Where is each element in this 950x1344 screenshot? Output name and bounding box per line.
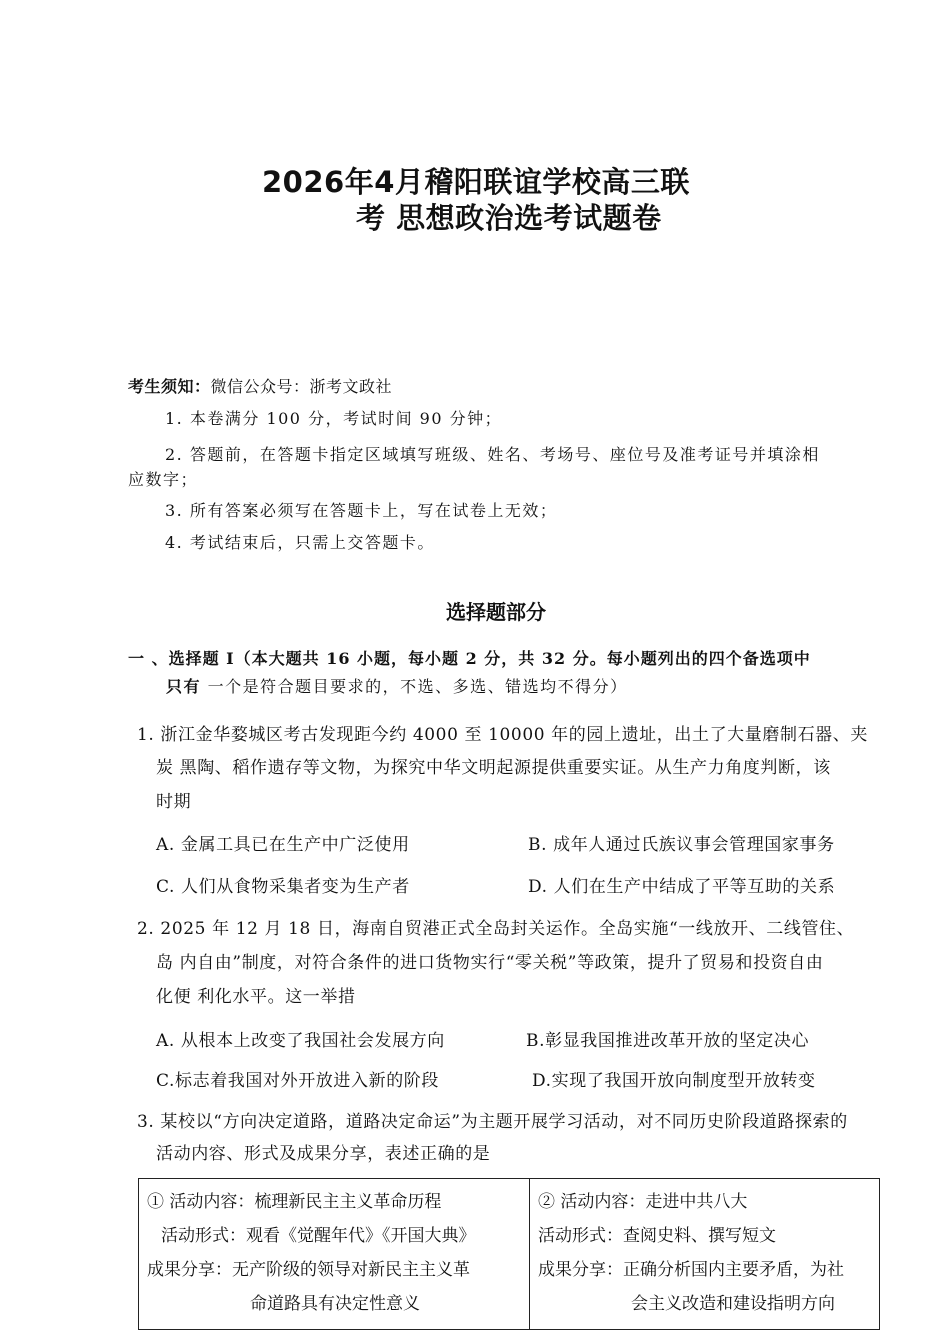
page-title-line2: 考 思想政治选考试题卷 — [356, 201, 662, 235]
part1-instruction — [166, 674, 628, 697]
q2-option-a: A. 从根本上改变了我国社会发展方向 — [156, 1031, 445, 1051]
q3-cell1-content: ① 活动内容：梳理新民主主义革命历程 — [147, 1192, 442, 1212]
part1-only-label: 只有 — [166, 677, 202, 696]
q2-stem-line1: 2. 2025 年 12 月 18 日，海南自贸港正式全岛封关运作。全岛实施“一线放开、二线管住、 — [137, 919, 855, 939]
section-title: 选择题部分 — [446, 600, 546, 624]
table-row — [139, 1179, 880, 1330]
q3-stem-line1: 3. 某校以“方向决定道路，道路决定命运”为主题开展学习活动，对不同历史阶段道路探索的 — [137, 1112, 848, 1132]
q3-cell2-result-a: 成果分享：正确分析国内主要矛盾，为社 — [538, 1260, 844, 1280]
notice-label: 考生须知： — [128, 377, 211, 396]
notice-source: 微信公众号：浙考文政社 — [210, 377, 393, 396]
notice-item-4: 4. 考试结束后，只需上交答题卡。 — [165, 533, 435, 552]
q3-stem-line2: 活动内容、形式及成果分享，表述正确的是 — [156, 1144, 491, 1164]
notice-item-2b: 应数字； — [128, 470, 199, 489]
notice-item-1: 1. 本卷满分 100 分，考试时间 90 分钟； — [165, 409, 503, 428]
q1-option-c: C. 人们从食物采集者变为生产者 — [156, 877, 410, 897]
notice-item-2a: 2. 答题前，在答题卡指定区域填写班级、姓名、考场号、座位号及准考证号并填涂相 — [165, 445, 820, 464]
q3-cell1-result-b: 命道路具有决定性意义 — [250, 1294, 420, 1314]
q1-stem-line2: 炭 黑陶、稻作遗存等文物，为探究中华文明起源提供重要实证。从生产力角度判断，该 — [156, 758, 831, 778]
q2-option-b: B.彰显我国推进改革开放的坚定决心 — [526, 1031, 810, 1051]
q3-cell-2 — [530, 1179, 880, 1330]
part1-heading: 一 、选择题 I（本大题共 16 小题，每小题 2 分，共 32 分。每小题列出的四个备选项中 — [128, 649, 811, 668]
q2-stem-line2: 岛 内自由”制度，对符合条件的进口货物实行“零关税”等政策，提升了贸易和投资自由 — [156, 953, 824, 973]
notice-heading — [128, 374, 392, 397]
q1-option-d: D. 人们在生产中结成了平等互助的关系 — [528, 877, 836, 897]
q2-option-c: C.标志着我国对外开放进入新的阶段 — [156, 1071, 440, 1091]
q3-cell2-content: ② 活动内容：走进中共八大 — [538, 1192, 748, 1212]
part1-instruction-rest: 一个是符合题目要求的，不选、多选、错选均不得分） — [201, 677, 628, 696]
q1-stem-line1: 1. 浙江金华婺城区考古发现距今约 4000 至 10000 年的园上遗址，出土了大量磨制石器、夹 — [137, 725, 868, 745]
notice-item-3: 3. 所有答案必须写在答题卡上，写在试卷上无效； — [165, 501, 558, 520]
q1-option-b: B. 成年人通过氏族议事会管理国家事务 — [528, 835, 835, 855]
q3-cell2-form: 活动形式：查阅史料、撰写短文 — [538, 1226, 776, 1246]
page-title-line1: 2026年4月稽阳联谊学校高三联 — [262, 165, 690, 199]
q2-option-d: D.实现了我国开放向制度型开放转变 — [532, 1071, 816, 1091]
q3-cell2-result-b: 会主义改造和建设指明方向 — [631, 1294, 835, 1314]
q3-cell-1 — [139, 1179, 530, 1330]
q2-stem-line3: 化便 利化水平。这一举措 — [156, 987, 356, 1007]
q3-activity-table — [138, 1178, 880, 1330]
q3-cell1-result-a: 成果分享：无产阶级的领导对新民主主义革 — [147, 1260, 470, 1280]
q1-option-a: A. 金属工具已在生产中广泛使用 — [156, 835, 410, 855]
q1-stem-line3: 时期 — [156, 792, 192, 812]
q3-cell1-form: 活动形式：观看《觉醒年代》《开国大典》 — [161, 1226, 476, 1246]
